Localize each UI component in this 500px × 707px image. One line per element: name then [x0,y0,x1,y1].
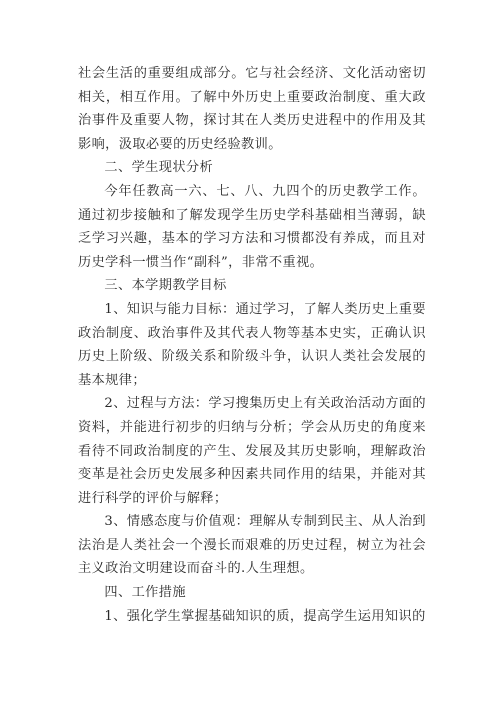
paragraph-intro-continuation: 社会生活的重要组成部分。它与社会经济、文化活动密切相关，相互作用。了解中外历史上重要政治制度、重大政治事件及重要人物，探讨其在人类历史进程中的作用及其影响，汲取必要的历史经验教训。 [78,66,426,152]
section-heading-student-analysis: 二、学生现状分析 [104,160,214,176]
paragraph-goal-knowledge: 1、知识与能力目标：通过学习，了解人类历史上重要政治制度、政治事件及其代表人物等基本史实，正确认识历史上阶级、阶级关系和阶级斗争，认识人类社会发展的基本规律； [78,301,426,388]
paragraph-measure-1: 1、强化学生掌握基础知识的质，提高学生运用知识的 [104,608,426,624]
paragraph-student-analysis: 今年任教高一六、七、八、九四个的历史教学工作。通过初步接触和了解发现学生历史学科基础相当薄弱，缺乏学习兴趣，基本的学习方法和习惯都没有养成，而且对历史学科一惯当作“副科”，非常不重视。 [78,183,426,270]
paragraph-goal-values: 3、情感态度与价值观：理解从专制到民主、从人治到法治是人类社会一个漫长而艰难的历史过程，树立为社会主义政治文明建设而奋斗的.人生理想。 [78,514,426,577]
section-heading-work-measures: 四、工作措施 [104,585,186,601]
section-heading-teaching-goals: 三、本学期教学目标 [104,278,227,294]
document-body [78,62,426,628]
paragraph-goal-process: 2、过程与方法：学习搜集历史上有关政治活动方面的资料，并能进行初步的归纳与分析；学会从历史的角度来看待不同政治制度的产生、发展及其历史影响，理解政治变革是社会历史发展多种因素共同作用的结果，并能对其进行科学的评价与解释； [78,396,426,506]
